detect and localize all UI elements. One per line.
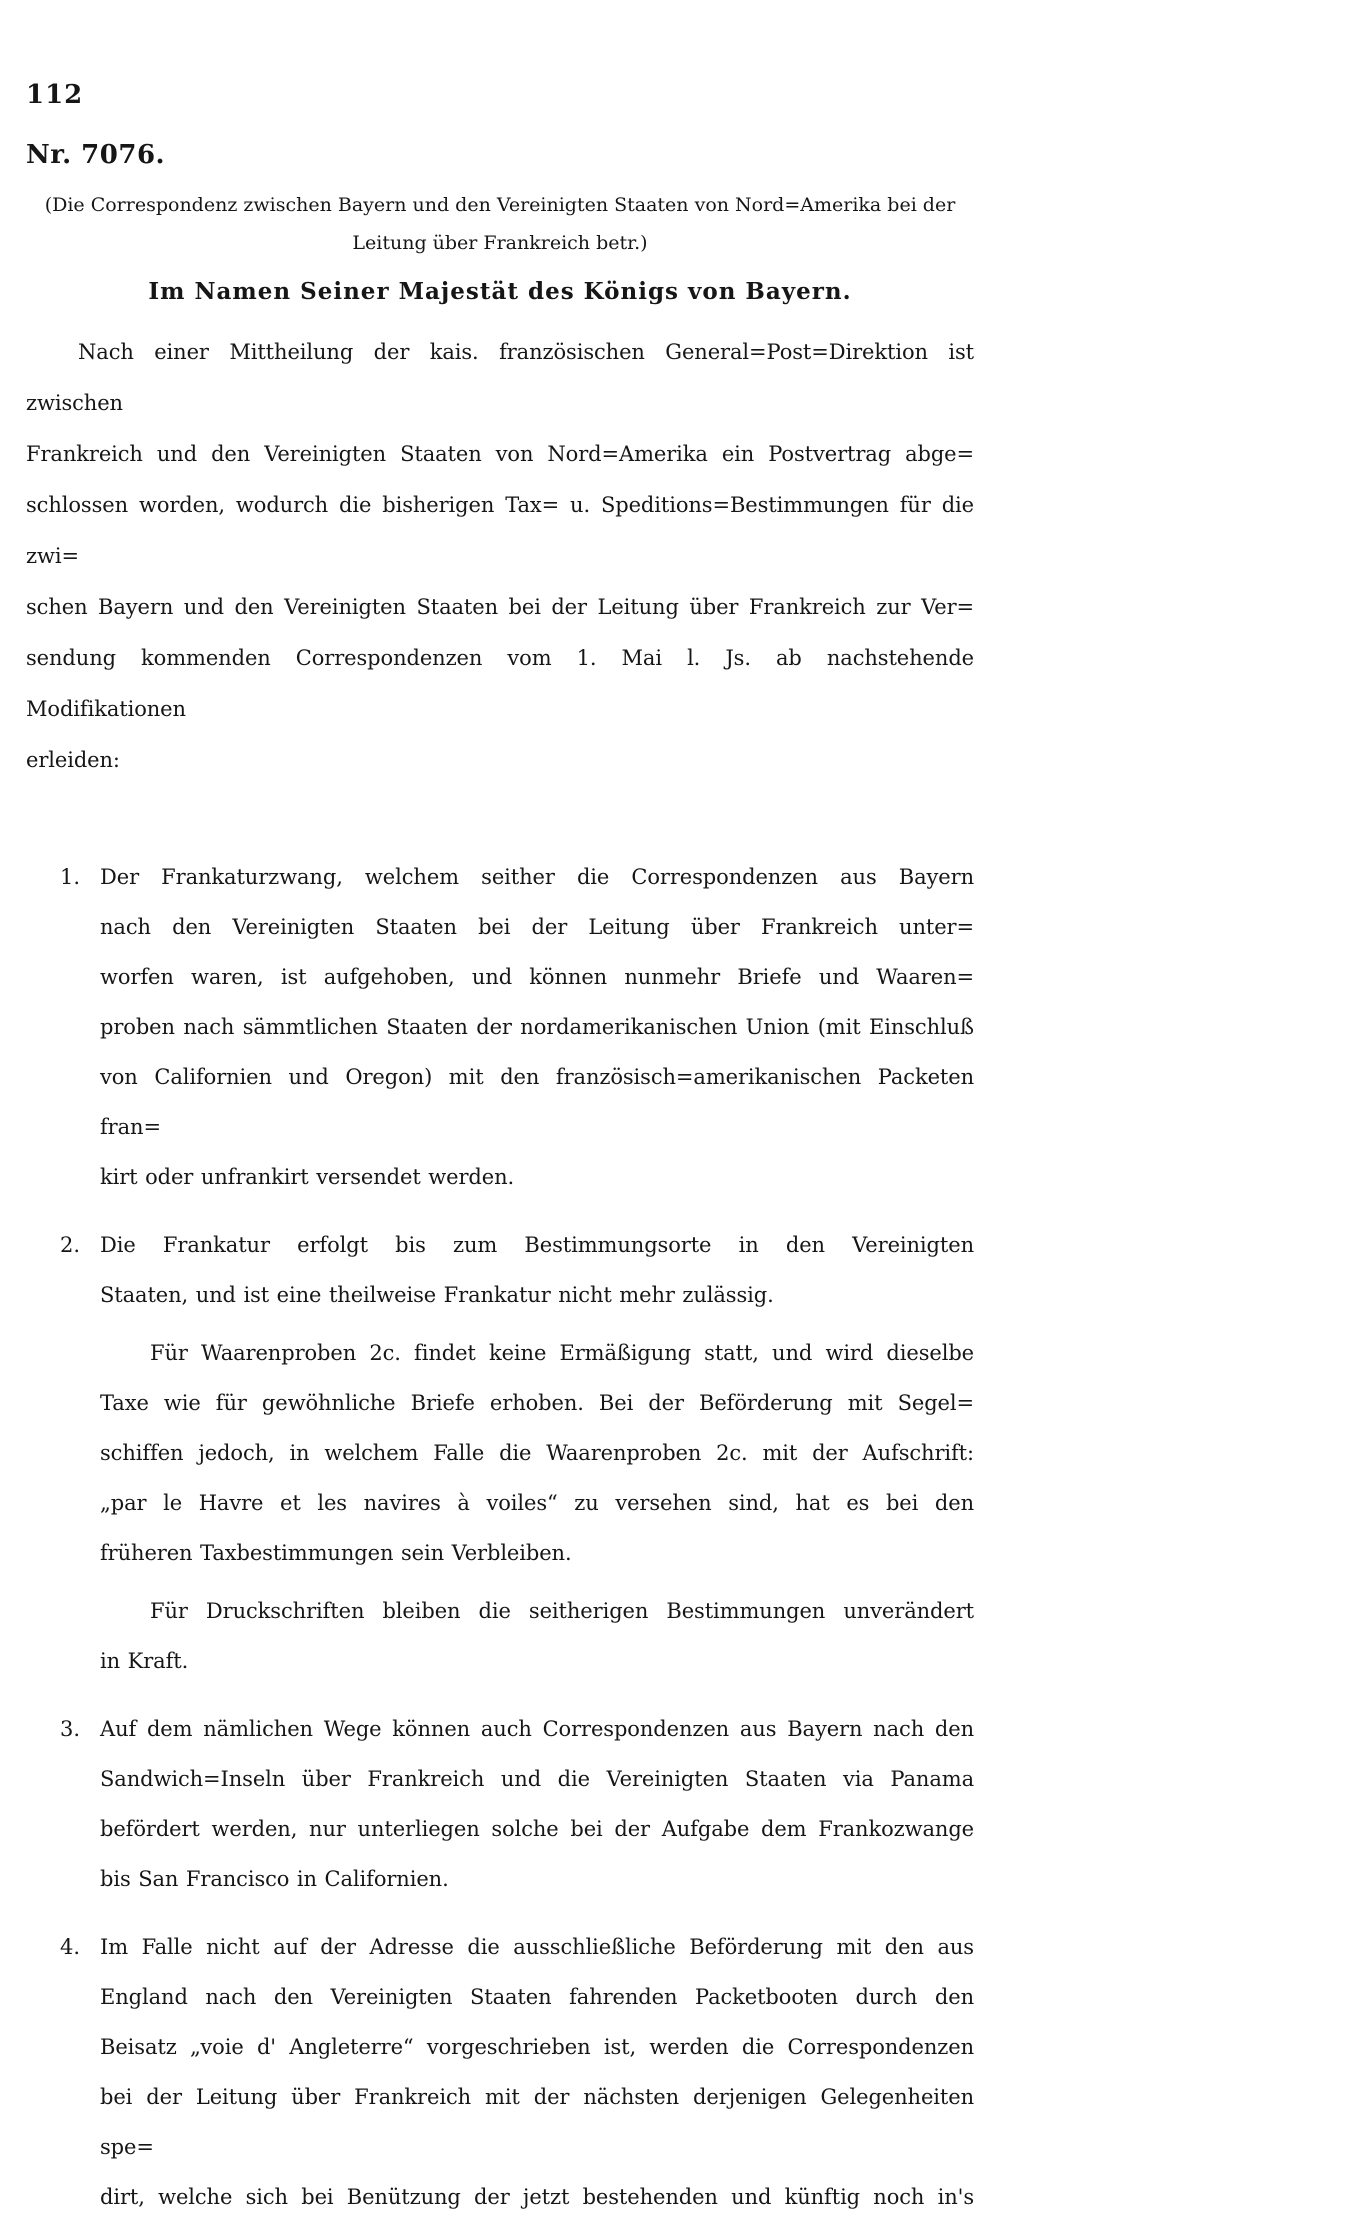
item-line: England nach den Vereinigten Staaten fahrenden Packetbooten durch den — [100, 1985, 974, 2009]
list-item-2 — [26, 1220, 974, 1686]
item-line: von Californien und Oregon) mit den französisch=amerikanischen Packeten fran= — [100, 1065, 974, 1139]
item-body — [100, 1922, 974, 2222]
list-item-1 — [26, 852, 974, 1202]
item-line: worfen waren, ist aufgehoben, und können nunmehr Briefe und Waaren= — [100, 965, 974, 989]
item-line: nach den Vereinigten Staaten bei der Leitung über Frankreich unter= — [100, 915, 974, 939]
subject-caption — [26, 186, 974, 262]
page-number: 112 — [26, 80, 84, 110]
sub-paragraph — [100, 1328, 974, 1578]
item-number: 3. — [60, 1717, 81, 1741]
royal-heading: Im Namen Seiner Majestät des Königs von Bayern. — [148, 278, 852, 305]
item-line: Sandwich=Inseln über Frankreich und die Vereinigten Staaten via Panama — [100, 1767, 974, 1791]
subparagraph-line: früheren Taxbestimmungen sein Verbleiben. — [100, 1541, 572, 1565]
item-line: Die Frankatur erfolgt bis zum Bestimmungsorte in den Vereinigten — [100, 1233, 974, 1257]
item-body — [100, 1220, 974, 1686]
text-block — [26, 80, 974, 2222]
item-line: Beisatz „voie d' Angleterre“ vorgeschrieben ist, werden die Correspondenzen — [100, 2035, 974, 2059]
subparagraph-line: Für Druckschriften bleiben die seitherigen Bestimmungen unverändert — [150, 1599, 974, 1623]
intro-line: schen Bayern und den Vereinigten Staaten bei der Leitung über Frankreich zur Ver= — [26, 595, 974, 619]
intro-line: schlossen worden, wodurch die bisherigen Tax= u. Speditions=Bestimmungen für die zwi= — [26, 493, 974, 568]
item-line: dirt, welche sich bei Benützung der jetzt bestehenden und künftig noch in's — [100, 2185, 974, 2209]
subparagraph-line: schiffen jedoch, in welchem Falle die Waarenproben 2c. mit der Aufschrift: — [100, 1441, 974, 1465]
subparagraph-line: „par le Havre et les navires à voiles“ zu versehen sind, hat es bei den — [100, 1491, 974, 1515]
decree-number: Nr. 7076. — [26, 140, 166, 170]
subject-line: Leitung über Frankreich betr.) — [352, 232, 648, 254]
subject-line: (Die Correspondenz zwischen Bayern und den Vereinigten Staaten von Nord=Amerika bei der — [44, 194, 956, 216]
subparagraph-line: Für Waarenproben 2c. findet keine Ermäßigung statt, und wird dieselbe — [150, 1341, 974, 1365]
intro-line: Frankreich und den Vereinigten Staaten von Nord=Amerika ein Postvertrag abge= — [26, 442, 974, 466]
item-number: 4. — [60, 1935, 81, 1959]
item-line: Staaten, und ist eine theilweise Frankatur nicht mehr zulässig. — [100, 1283, 774, 1307]
intro-line: Nach einer Mittheilung der kais. französischen General=Post=Direktion ist zwischen — [26, 340, 974, 415]
item-line: befördert werden, nur unterliegen solche bei der Aufgabe dem Frankozwange — [100, 1817, 974, 1841]
item-line: bis San Francisco in Californien. — [100, 1867, 449, 1891]
item-line: Im Falle nicht auf der Adresse die ausschließliche Beförderung mit den aus — [100, 1935, 974, 1959]
numbered-list — [26, 852, 974, 2222]
item-number: 2. — [60, 1233, 81, 1257]
item-line: proben nach sämmtlichen Staaten der nordamerikanischen Union (mit Einschluß — [100, 1015, 974, 1039]
item-body — [100, 852, 974, 1202]
intro-line: sendung kommenden Correspondenzen vom 1. Mai l. Js. ab nachstehende Modifikationen — [26, 646, 974, 721]
list-item-4 — [26, 1922, 974, 2222]
intro-line: erleiden: — [26, 748, 120, 772]
item-line: Auf dem nämlichen Wege können auch Correspondenzen aus Bayern nach den — [100, 1717, 974, 1741]
list-item-3 — [26, 1704, 974, 1904]
subparagraph-line: in Kraft. — [100, 1649, 189, 1673]
item-line: bei der Leitung über Frankreich mit der nächsten derjenigen Gelegenheiten spe= — [100, 2085, 974, 2159]
item-number: 1. — [60, 865, 81, 889]
sub-paragraph — [100, 1586, 974, 1686]
item-body — [100, 1704, 974, 1904]
item-line: kirt oder unfrankirt versendet werden. — [100, 1165, 515, 1189]
item-line: Der Frankaturzwang, welchem seither die Correspondenzen aus Bayern — [100, 865, 974, 889]
subparagraph-line: Taxe wie für gewöhnliche Briefe erhoben. Bei der Beförderung mit Segel= — [100, 1391, 974, 1415]
intro-paragraph — [26, 327, 974, 786]
